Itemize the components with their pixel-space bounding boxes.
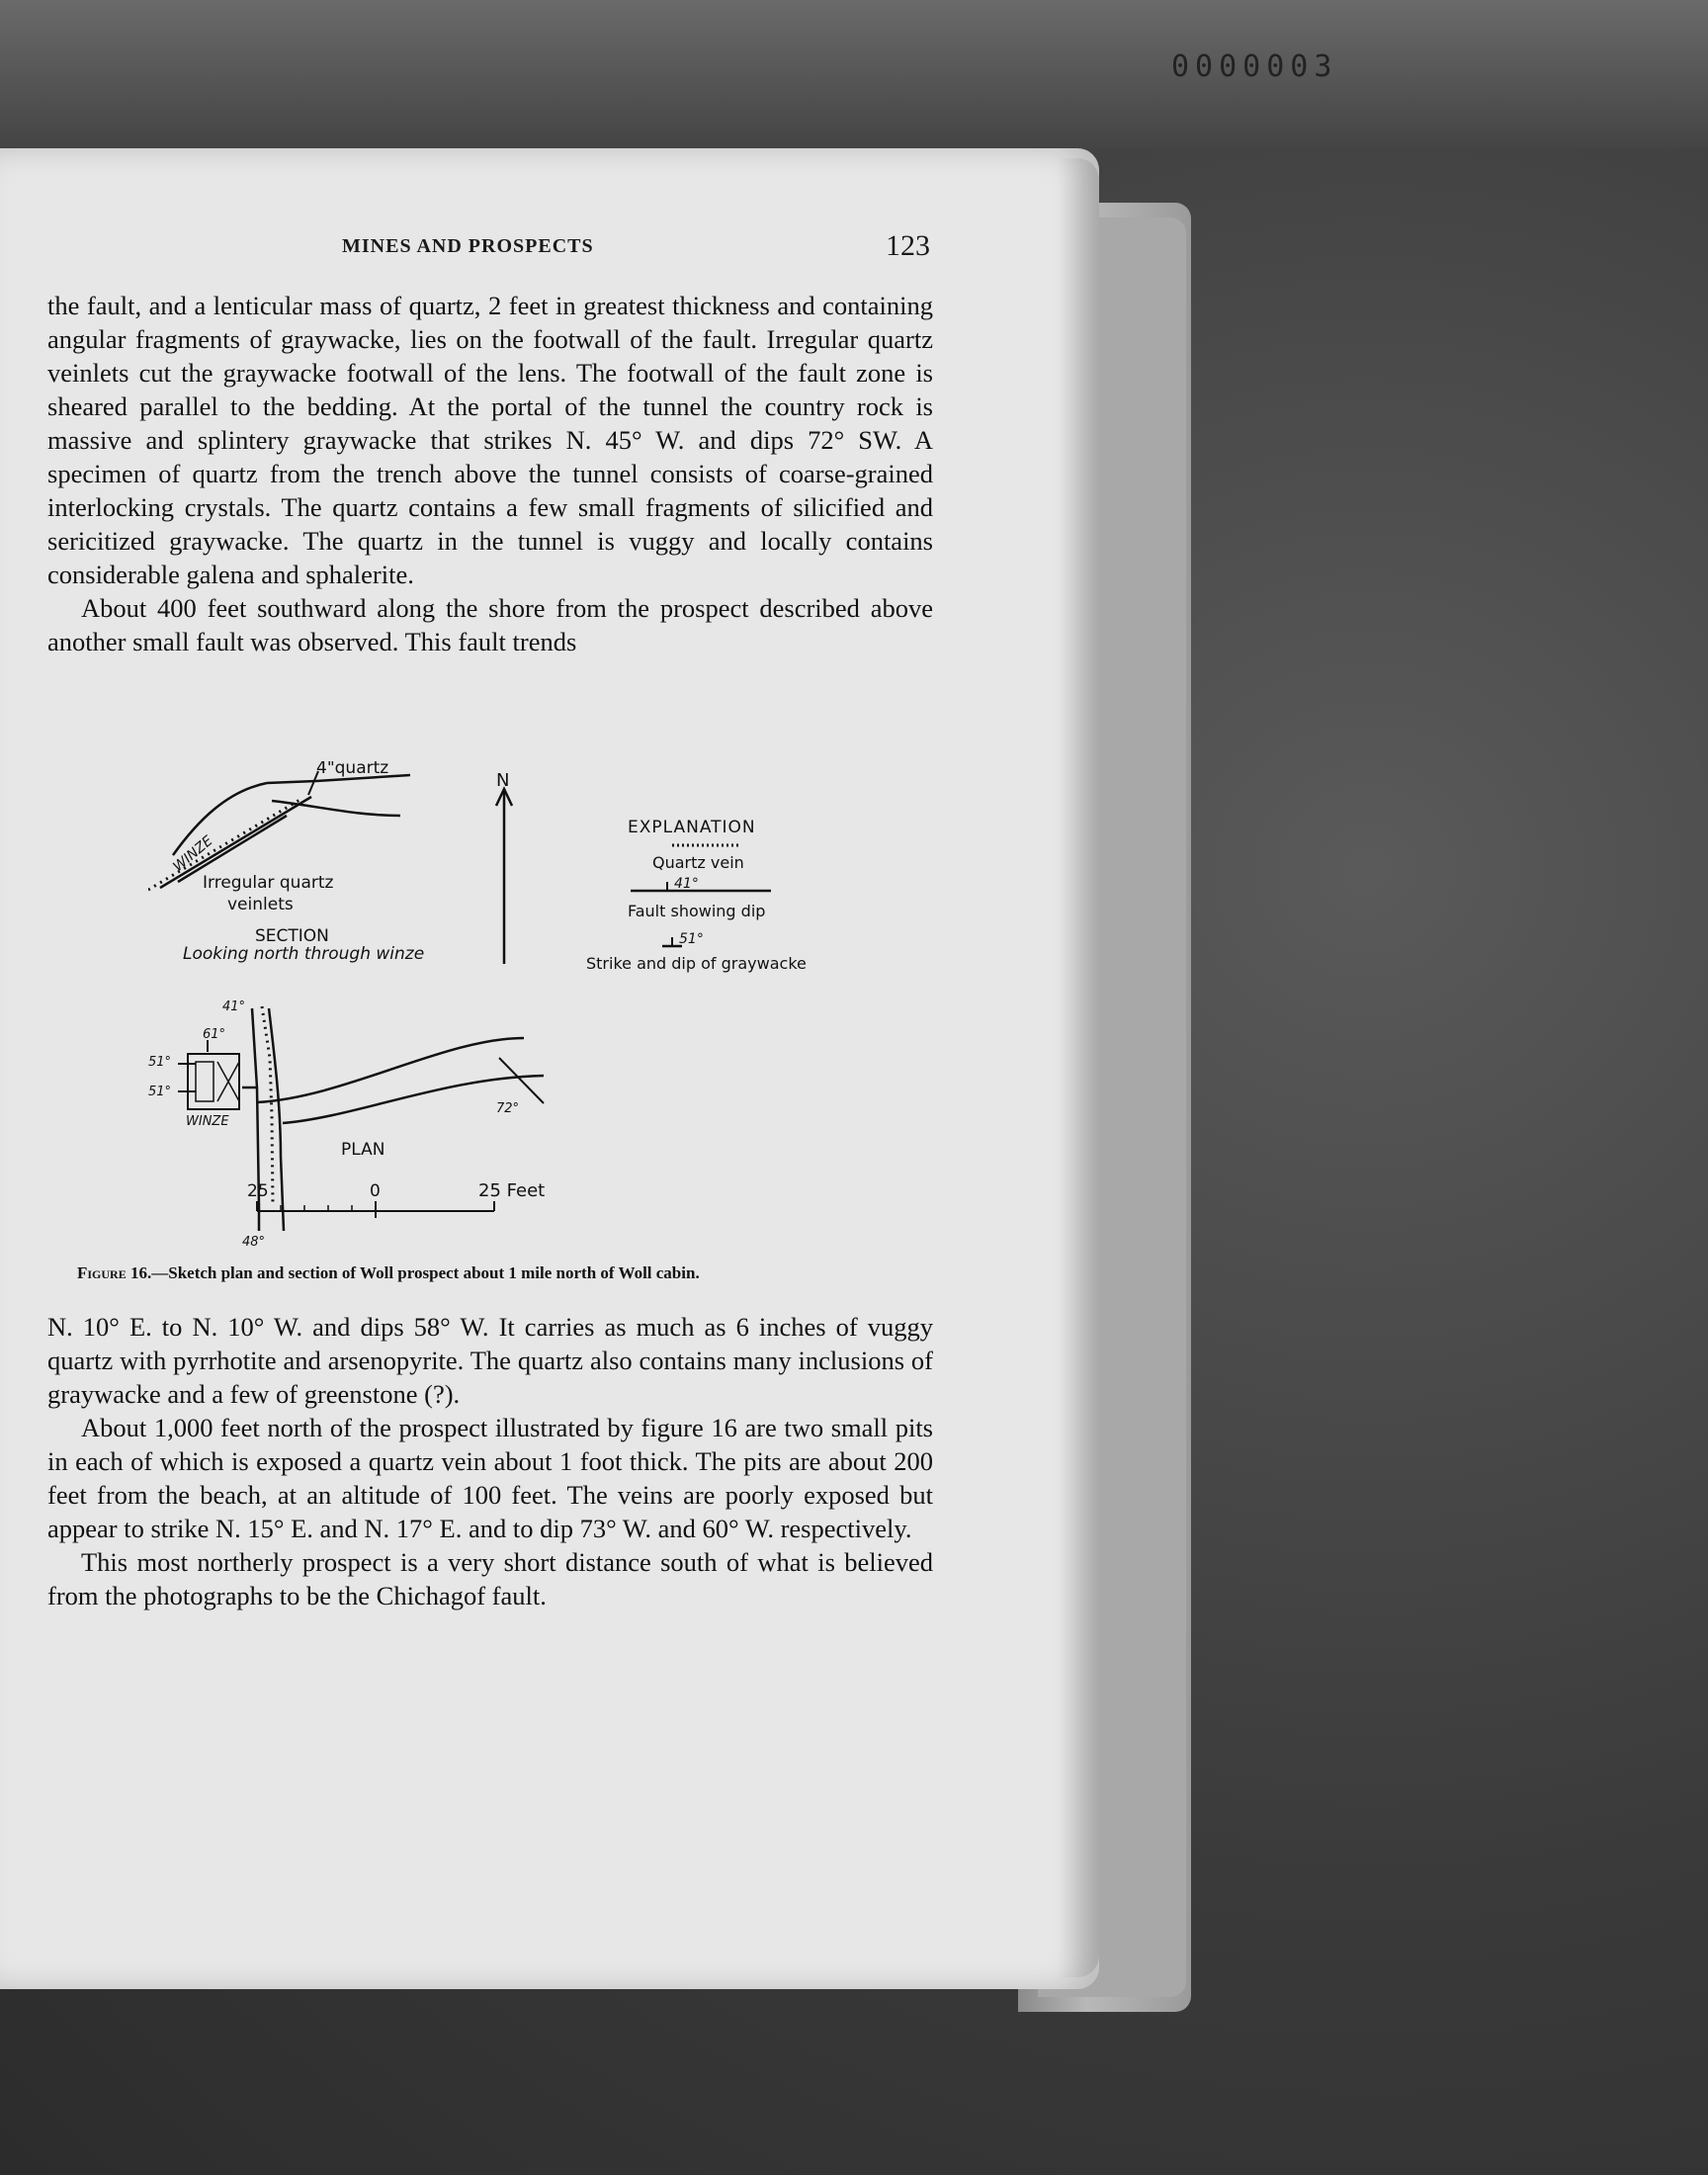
dip-label: 72° <box>496 1101 520 1116</box>
scale-left-label: 25 <box>247 1181 269 1201</box>
paragraph: About 1,000 feet north of the prospect illustrated by figure 16 are two small pits in each of which is exposed a quartz vein about 1 foot thick. The pits are about 200 feet from the beach, at an altitude of 100 feet. The veins are poorly exposed but appear to strike N. 15° E. and N. 17° E. and to dip 73° W. and 60° W. respectively. <box>47 1413 933 1543</box>
plan-title: PLAN <box>341 1140 385 1160</box>
legend-fault-dip: Fault showing dip <box>628 902 766 920</box>
dip-label: 41° <box>222 1000 246 1014</box>
dip-label: 48° <box>242 1235 266 1250</box>
plan-winze-label: WINZE <box>186 1114 229 1129</box>
scale-right-label: 25 Feet <box>478 1180 546 1201</box>
quartz-thickness-label: 4"quartz <box>316 761 389 778</box>
figure-16 <box>148 761 870 1256</box>
caption-text: —Sketch plan and section of Woll prospect about 1 mile north of Woll cabin. <box>151 1263 700 1282</box>
text-block-bottom <box>47 1310 933 1612</box>
paragraph: N. 10° E. to N. 10° W. and dips 58° W. It carries as much as 6 inches of vuggy quartz with pyrrhotite and arsenopyrite. The quartz also contains many inclusions of graywacke and a few of greenstone (?). <box>47 1312 933 1409</box>
legend-strike-value: 51° <box>679 931 704 947</box>
figure-number: Figure 16. <box>77 1263 152 1282</box>
paragraph: the fault, and a lenticular mass of quartz, 2 feet in greatest thickness and containing angular fragments of graywacke, lies on the footwall of the fault. Irregular quartz veinlets cut the graywacke footwall of the lens. The footwall of the fault zone is sheared parallel to the bedding. At the portal of the tunnel the country rock is massive and splintery graywacke that strikes N. 45° W. and dips 72° SW. A specimen of quartz from the trench above the tunnel consists of coarse-grained interlocking crystals. The quartz contains a few small fragments of silicified and sericitized graywacke. The quartz in the tunnel is vuggy and locally contains considerable galena and sphalerite. <box>47 291 933 589</box>
figure-sketch <box>148 761 870 1256</box>
winze-section-label: WINZE <box>170 832 216 876</box>
dip-label: 61° <box>203 1027 226 1042</box>
section-subtitle: Looking north through winze <box>183 944 425 964</box>
north-label: N <box>496 770 510 791</box>
scan-top-strip <box>0 0 1708 148</box>
section-title: SECTION <box>255 926 329 946</box>
page-number: 123 <box>886 229 930 262</box>
paragraph: About 400 feet southward along the shore from the prospect described above another small fault was observed. This fault trends <box>47 593 933 656</box>
scale-zero-label: 0 <box>370 1181 381 1201</box>
figure-caption <box>77 1263 700 1283</box>
legend-strike-dip: Strike and dip of graywacke <box>586 954 807 973</box>
dip-label: 51° <box>148 1085 172 1099</box>
legend-quartz-vein: Quartz vein <box>652 853 744 872</box>
scan-stamp: 0000003 <box>1171 49 1338 84</box>
legend-fault-dip-value: 41° <box>674 876 699 892</box>
dip-label: 51° <box>148 1055 172 1070</box>
veinlets-label: Irregular quartz <box>203 873 334 893</box>
running-head: MINES AND PROSPECTS <box>342 235 594 257</box>
explanation-title: EXPLANATION <box>628 818 756 837</box>
text-block-top <box>47 289 933 658</box>
veinlets-label: veinlets <box>227 895 294 914</box>
page-edge-shadow <box>1058 158 1099 1977</box>
paragraph: This most northerly prospect is a very short distance south of what is believed from the photographs to be the Chichagof fault. <box>47 1547 933 1610</box>
